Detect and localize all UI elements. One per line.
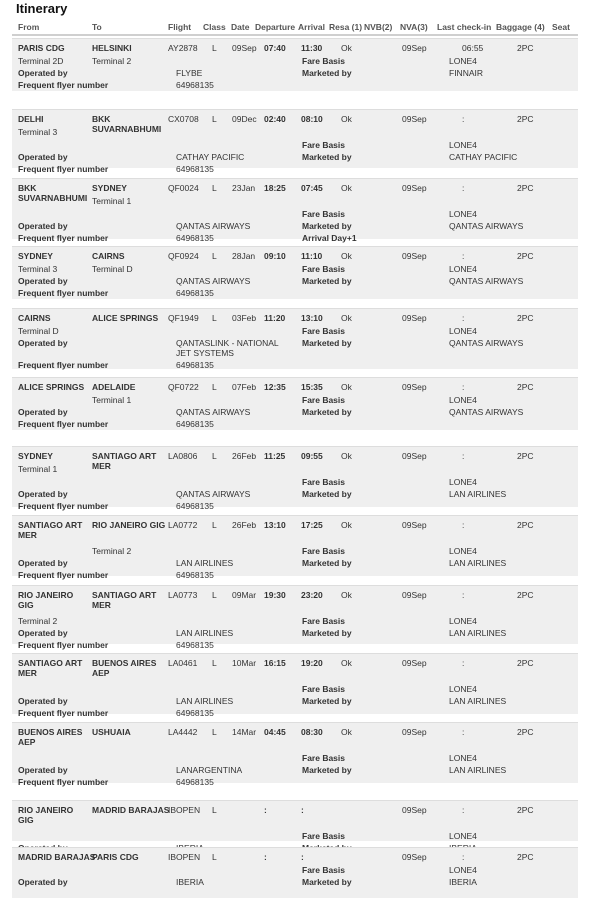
baggage-allowance: 2PC [517, 114, 534, 124]
arrival-time: : [301, 852, 304, 862]
departure-time: 09:10 [264, 251, 286, 261]
fare-basis-value: LONE4 [449, 477, 477, 487]
fare-basis-value: LONE4 [449, 56, 477, 66]
fare-basis-value: LONE4 [449, 831, 477, 841]
departure-time: : [264, 852, 267, 862]
marketing-carrier: LAN AIRLINES [449, 489, 507, 499]
frequent-flyer-label: Frequent flyer number [18, 80, 109, 90]
fare-basis-value: LONE4 [449, 326, 477, 336]
flight-segment [12, 308, 578, 369]
fare-basis-value: LONE4 [449, 684, 477, 694]
destination-airport: PARIS CDG [92, 852, 139, 862]
origin-airport: SANTIAGO ART MER [18, 520, 83, 540]
reservation-status: Ok [341, 114, 352, 124]
header-date: Date [231, 22, 250, 32]
reservation-status: Ok [341, 520, 352, 530]
flight-number: LA0772 [168, 520, 198, 530]
origin-terminal: Terminal D [18, 326, 59, 336]
frequent-flyer-label: Frequent flyer number [18, 288, 109, 298]
marketed-by-label: Marketed by [302, 407, 352, 417]
arrival-day-note: Arrival Day+1 [302, 233, 357, 243]
header-departure: Departure [255, 22, 296, 32]
not-valid-after: 09Sep [402, 183, 427, 193]
reservation-status: Ok [341, 251, 352, 261]
operating-carrier: IBERIA [176, 877, 204, 887]
departure-time: 12:35 [264, 382, 286, 392]
flight-date: 09Dec [232, 114, 257, 124]
arrival-time: 23:20 [301, 590, 323, 600]
operating-carrier: CATHAY PACIFIC [176, 152, 245, 162]
origin-airport: SYDNEY [18, 251, 53, 261]
last-checkin: : [462, 313, 465, 323]
reservation-status: Ok [341, 590, 352, 600]
fare-basis-value: LONE4 [449, 264, 477, 274]
fare-basis-label: Fare Basis [302, 326, 345, 336]
marketing-carrier: CATHAY PACIFIC [449, 152, 518, 162]
flight-segment [12, 178, 578, 243]
frequent-flyer-number: 64968135 [176, 80, 214, 90]
frequent-flyer-number: 64968135 [176, 640, 214, 650]
operating-carrier: QANTAS AIRWAYS [176, 407, 251, 417]
destination-airport: ALICE SPRINGS [92, 313, 159, 323]
header-to: To [92, 22, 102, 32]
frequent-flyer-number: 64968135 [176, 360, 214, 370]
reservation-status: Ok [341, 727, 352, 737]
destination-terminal: Terminal D [92, 264, 133, 274]
baggage-allowance: 2PC [517, 43, 534, 53]
arrival-time: 13:10 [301, 313, 323, 323]
arrival-time: 15:35 [301, 382, 323, 392]
arrival-time: 08:30 [301, 727, 323, 737]
reservation-status: Ok [341, 451, 352, 461]
operated-by-label: Operated by [18, 696, 68, 706]
frequent-flyer-label: Frequent flyer number [18, 360, 109, 370]
arrival-time: : [301, 805, 304, 815]
origin-airport: SYDNEY [18, 451, 53, 461]
fare-basis-label: Fare Basis [302, 684, 345, 694]
not-valid-after: 09Sep [402, 313, 427, 323]
flight-segment [12, 515, 578, 580]
booking-class: L [212, 658, 217, 668]
flight-date: 26Feb [232, 520, 257, 530]
baggage-allowance: 2PC [517, 805, 534, 815]
origin-airport: BKK SUVARNABHUMI [18, 183, 88, 203]
header-flight: Flight [168, 22, 192, 32]
flight-number: LA0806 [168, 451, 198, 461]
marketed-by-label: Marketed by [302, 765, 352, 775]
operated-by-label: Operated by [18, 558, 68, 568]
baggage-allowance: 2PC [517, 520, 534, 530]
frequent-flyer-number: 64968135 [176, 777, 214, 787]
table-header [12, 20, 578, 36]
flight-segment [12, 653, 578, 718]
last-checkin: : [462, 451, 465, 461]
baggage-allowance: 2PC [517, 852, 534, 862]
fare-basis-label: Fare Basis [302, 140, 345, 150]
origin-terminal: Terminal 1 [18, 464, 58, 474]
reservation-status: Ok [341, 658, 352, 668]
baggage-allowance: 2PC [517, 251, 534, 261]
header-nva: NVA(3) [400, 22, 428, 32]
last-checkin: : [462, 852, 465, 862]
frequent-flyer-number: 64968135 [176, 708, 214, 718]
destination-terminal: Terminal 1 [92, 395, 132, 405]
last-checkin: : [462, 805, 465, 815]
arrival-time: 09:55 [301, 451, 323, 461]
origin-airport: RIO JANEIRO GIG [18, 805, 74, 825]
fare-basis-value: LONE4 [449, 616, 477, 626]
marketed-by-label: Marketed by [302, 877, 352, 887]
origin-airport: MADRID BARAJAS [18, 852, 96, 862]
frequent-flyer-label: Frequent flyer number [18, 164, 109, 174]
frequent-flyer-number: 64968135 [176, 164, 214, 174]
flight-date: 09Mar [232, 590, 257, 600]
header-baggage: Baggage (4) [496, 22, 545, 32]
reservation-status: Ok [341, 43, 352, 53]
destination-airport: SANTIAGO ART MER [92, 590, 157, 610]
flight-segment [12, 446, 578, 511]
frequent-flyer-label: Frequent flyer number [18, 233, 109, 243]
flight-segment [12, 377, 578, 430]
operating-carrier: LAN AIRLINES [176, 558, 234, 568]
destination-airport: RIO JANEIRO GIG [92, 520, 166, 530]
fare-basis-value: LONE4 [449, 209, 477, 219]
destination-terminal: Terminal 1 [92, 196, 132, 206]
reservation-status: Ok [341, 382, 352, 392]
not-valid-after: 09Sep [402, 805, 427, 815]
not-valid-after: 09Sep [402, 658, 427, 668]
marketed-by-label: Marketed by [302, 68, 352, 78]
booking-class: L [212, 727, 217, 737]
operating-carrier: LAN AIRLINES [176, 628, 234, 638]
last-checkin: : [462, 251, 465, 261]
destination-airport: ADELAIDE [92, 382, 136, 392]
header-arrival: Arrival [298, 22, 325, 32]
flight-segment [12, 109, 578, 174]
fare-basis-value: LONE4 [449, 865, 477, 875]
operated-by-label: Operated by [18, 338, 68, 348]
flight-date: 23Jan [232, 183, 256, 193]
not-valid-after: 09Sep [402, 451, 427, 461]
page-title: Itinerary [16, 1, 68, 16]
frequent-flyer-number: 64968135 [176, 501, 214, 511]
marketed-by-label: Marketed by [302, 221, 352, 231]
last-checkin: : [462, 183, 465, 193]
booking-class: L [212, 852, 217, 862]
operated-by-label: Operated by [18, 489, 68, 499]
operated-by-label: Operated by [18, 628, 68, 638]
frequent-flyer-number: 64968135 [176, 570, 214, 580]
operating-carrier: QANTASLINK - NATIONAL JET SYSTEMS [176, 338, 279, 358]
frequent-flyer-label: Frequent flyer number [18, 640, 109, 650]
marketing-carrier: LAN AIRLINES [449, 628, 507, 638]
departure-time: 07:40 [264, 43, 286, 53]
header-nvb: NVB(2) [364, 22, 393, 32]
flight-number: LA0461 [168, 658, 198, 668]
marketed-by-label: Marketed by [302, 152, 352, 162]
last-checkin: : [462, 114, 465, 124]
not-valid-after: 09Sep [402, 114, 427, 124]
operated-by-label: Operated by [18, 152, 68, 162]
flight-segment [12, 800, 578, 841]
last-checkin: 06:55 [462, 43, 484, 53]
marketing-carrier: IBERIA [449, 877, 477, 887]
baggage-allowance: 2PC [517, 382, 534, 392]
reservation-status: Ok [341, 183, 352, 193]
booking-class: L [212, 382, 217, 392]
origin-airport: DELHI [18, 114, 44, 124]
frequent-flyer-number: 64968135 [176, 233, 214, 243]
marketing-carrier: QANTAS AIRWAYS [449, 276, 524, 286]
marketed-by-label: Marketed by [302, 489, 352, 499]
operating-carrier: QANTAS AIRWAYS [176, 276, 251, 286]
destination-terminal: Terminal 2 [92, 56, 132, 66]
origin-airport: BUENOS AIRES AEP [18, 727, 83, 747]
operated-by-label: Operated by [18, 765, 68, 775]
flight-segment [12, 246, 578, 299]
flight-date: 10Mar [232, 658, 257, 668]
operated-by-label: Operated by [18, 68, 68, 78]
flight-number: QF1949 [168, 313, 199, 323]
flight-date: 28Jan [232, 251, 256, 261]
flight-date: 03Feb [232, 313, 257, 323]
frequent-flyer-label: Frequent flyer number [18, 570, 109, 580]
baggage-allowance: 2PC [517, 451, 534, 461]
marketing-carrier: QANTAS AIRWAYS [449, 338, 524, 348]
fare-basis-label: Fare Basis [302, 753, 345, 763]
flight-number: AY2878 [168, 43, 198, 53]
arrival-time: 17:25 [301, 520, 323, 530]
marketed-by-label: Marketed by [302, 276, 352, 286]
marketing-carrier: QANTAS AIRWAYS [449, 407, 524, 417]
fare-basis-label: Fare Basis [302, 865, 345, 875]
flight-number: QF0024 [168, 183, 199, 193]
baggage-allowance: 2PC [517, 658, 534, 668]
frequent-flyer-label: Frequent flyer number [18, 419, 109, 429]
arrival-time: 07:45 [301, 183, 323, 193]
flight-date: 07Feb [232, 382, 257, 392]
origin-airport: SANTIAGO ART MER [18, 658, 83, 678]
not-valid-after: 09Sep [402, 520, 427, 530]
departure-time: 11:25 [264, 451, 286, 461]
origin-airport: ALICE SPRINGS [18, 382, 85, 392]
operated-by-label: Operated by [18, 877, 68, 887]
flight-number: LA4442 [168, 727, 198, 737]
marketed-by-label: Marketed by [302, 696, 352, 706]
marketed-by-label: Marketed by [302, 628, 352, 638]
booking-class: L [212, 520, 217, 530]
frequent-flyer-label: Frequent flyer number [18, 708, 109, 718]
last-checkin: : [462, 727, 465, 737]
destination-airport: USHUAIA [92, 727, 131, 737]
operating-carrier: QANTAS AIRWAYS [176, 489, 251, 499]
departure-time: 04:45 [264, 727, 286, 737]
arrival-time: 11:10 [301, 251, 323, 261]
booking-class: L [212, 805, 217, 815]
fare-basis-value: LONE4 [449, 140, 477, 150]
flight-number: IBOPEN [168, 805, 201, 815]
baggage-allowance: 2PC [517, 183, 534, 193]
fare-basis-label: Fare Basis [302, 831, 345, 841]
frequent-flyer-label: Frequent flyer number [18, 777, 109, 787]
destination-airport: BKK SUVARNABHUMI [92, 114, 162, 134]
marketed-by-label: Marketed by [302, 558, 352, 568]
origin-terminal: Terminal 3 [18, 127, 58, 137]
baggage-allowance: 2PC [517, 590, 534, 600]
fare-basis-value: LONE4 [449, 753, 477, 763]
header-from: From [18, 22, 40, 32]
arrival-time: 19:20 [301, 658, 323, 668]
arrival-time: 08:10 [301, 114, 323, 124]
fare-basis-label: Fare Basis [302, 395, 345, 405]
header-class: Class [203, 22, 226, 32]
fare-basis-value: LONE4 [449, 395, 477, 405]
marketing-carrier: LAN AIRLINES [449, 558, 507, 568]
fare-basis-label: Fare Basis [302, 56, 345, 66]
destination-airport: HELSINKI [92, 43, 132, 53]
reservation-status: Ok [341, 313, 352, 323]
not-valid-after: 09Sep [402, 727, 427, 737]
flight-number: LA0773 [168, 590, 198, 600]
fare-basis-label: Fare Basis [302, 616, 345, 626]
origin-terminal: Terminal 2D [18, 56, 64, 66]
departure-time: 11:20 [264, 313, 286, 323]
flight-segment [12, 722, 578, 787]
marketing-carrier: LAN AIRLINES [449, 765, 507, 775]
flight-date: 26Feb [232, 451, 257, 461]
fare-basis-label: Fare Basis [302, 264, 345, 274]
not-valid-after: 09Sep [402, 382, 427, 392]
flight-segment [12, 847, 578, 898]
origin-airport: RIO JANEIRO GIG [18, 590, 74, 610]
origin-terminal: Terminal 3 [18, 264, 58, 274]
flight-date: 14Mar [232, 727, 257, 737]
booking-class: L [212, 43, 217, 53]
baggage-allowance: 2PC [517, 727, 534, 737]
not-valid-after: 09Sep [402, 590, 427, 600]
flight-number: CX0708 [168, 114, 199, 124]
departure-time: 02:40 [264, 114, 286, 124]
operated-by-label: Operated by [18, 407, 68, 417]
frequent-flyer-number: 64968135 [176, 288, 214, 298]
operating-carrier: FLYBE [176, 68, 203, 78]
baggage-allowance: 2PC [517, 313, 534, 323]
last-checkin: : [462, 658, 465, 668]
departure-time: 13:10 [264, 520, 286, 530]
origin-airport: CAIRNS [18, 313, 51, 323]
fare-basis-label: Fare Basis [302, 546, 345, 556]
operating-carrier: LANARGENTINA [176, 765, 243, 775]
header-last-checkin: Last check-in [437, 22, 492, 32]
departure-time: : [264, 805, 267, 815]
flight-number: QF0722 [168, 382, 199, 392]
fare-basis-label: Fare Basis [302, 209, 345, 219]
departure-time: 16:15 [264, 658, 286, 668]
departure-time: 18:25 [264, 183, 286, 193]
booking-class: L [212, 251, 217, 261]
origin-airport: PARIS CDG [18, 43, 65, 53]
operated-by-label: Operated by [18, 276, 68, 286]
booking-class: L [212, 183, 217, 193]
arrival-time: 11:30 [301, 43, 323, 53]
marketing-carrier: QANTAS AIRWAYS [449, 221, 524, 231]
flight-segment [12, 38, 578, 91]
destination-airport: SYDNEY [92, 183, 127, 193]
operating-carrier: QANTAS AIRWAYS [176, 221, 251, 231]
fare-basis-label: Fare Basis [302, 477, 345, 487]
marketing-carrier: LAN AIRLINES [449, 696, 507, 706]
booking-class: L [212, 451, 217, 461]
departure-time: 19:30 [264, 590, 286, 600]
frequent-flyer-label: Frequent flyer number [18, 501, 109, 511]
destination-airport: SANTIAGO ART MER [92, 451, 157, 471]
not-valid-after: 09Sep [402, 251, 427, 261]
last-checkin: : [462, 590, 465, 600]
flight-date: 09Sep [232, 43, 257, 53]
flight-segment [12, 585, 578, 650]
marketed-by-label: Marketed by [302, 338, 352, 348]
booking-class: L [212, 590, 217, 600]
destination-airport: BUENOS AIRES AEP [92, 658, 157, 678]
not-valid-after: 09Sep [402, 852, 427, 862]
header-seat: Seat [552, 22, 570, 32]
flight-number: QF0924 [168, 251, 199, 261]
destination-airport: CAIRNS [92, 251, 125, 261]
flight-number: IBOPEN [168, 852, 201, 862]
booking-class: L [212, 114, 217, 124]
frequent-flyer-number: 64968135 [176, 419, 214, 429]
operating-carrier: LAN AIRLINES [176, 696, 234, 706]
operated-by-label: Operated by [18, 221, 68, 231]
marketing-carrier: FINNAIR [449, 68, 483, 78]
destination-terminal: Terminal 2 [92, 546, 132, 556]
not-valid-after: 09Sep [402, 43, 427, 53]
origin-terminal: Terminal 2 [18, 616, 58, 626]
booking-class: L [212, 313, 217, 323]
last-checkin: : [462, 382, 465, 392]
last-checkin: : [462, 520, 465, 530]
destination-airport: MADRID BARAJAS [92, 805, 170, 815]
header-resa: Resa (1) [329, 22, 363, 32]
fare-basis-value: LONE4 [449, 546, 477, 556]
